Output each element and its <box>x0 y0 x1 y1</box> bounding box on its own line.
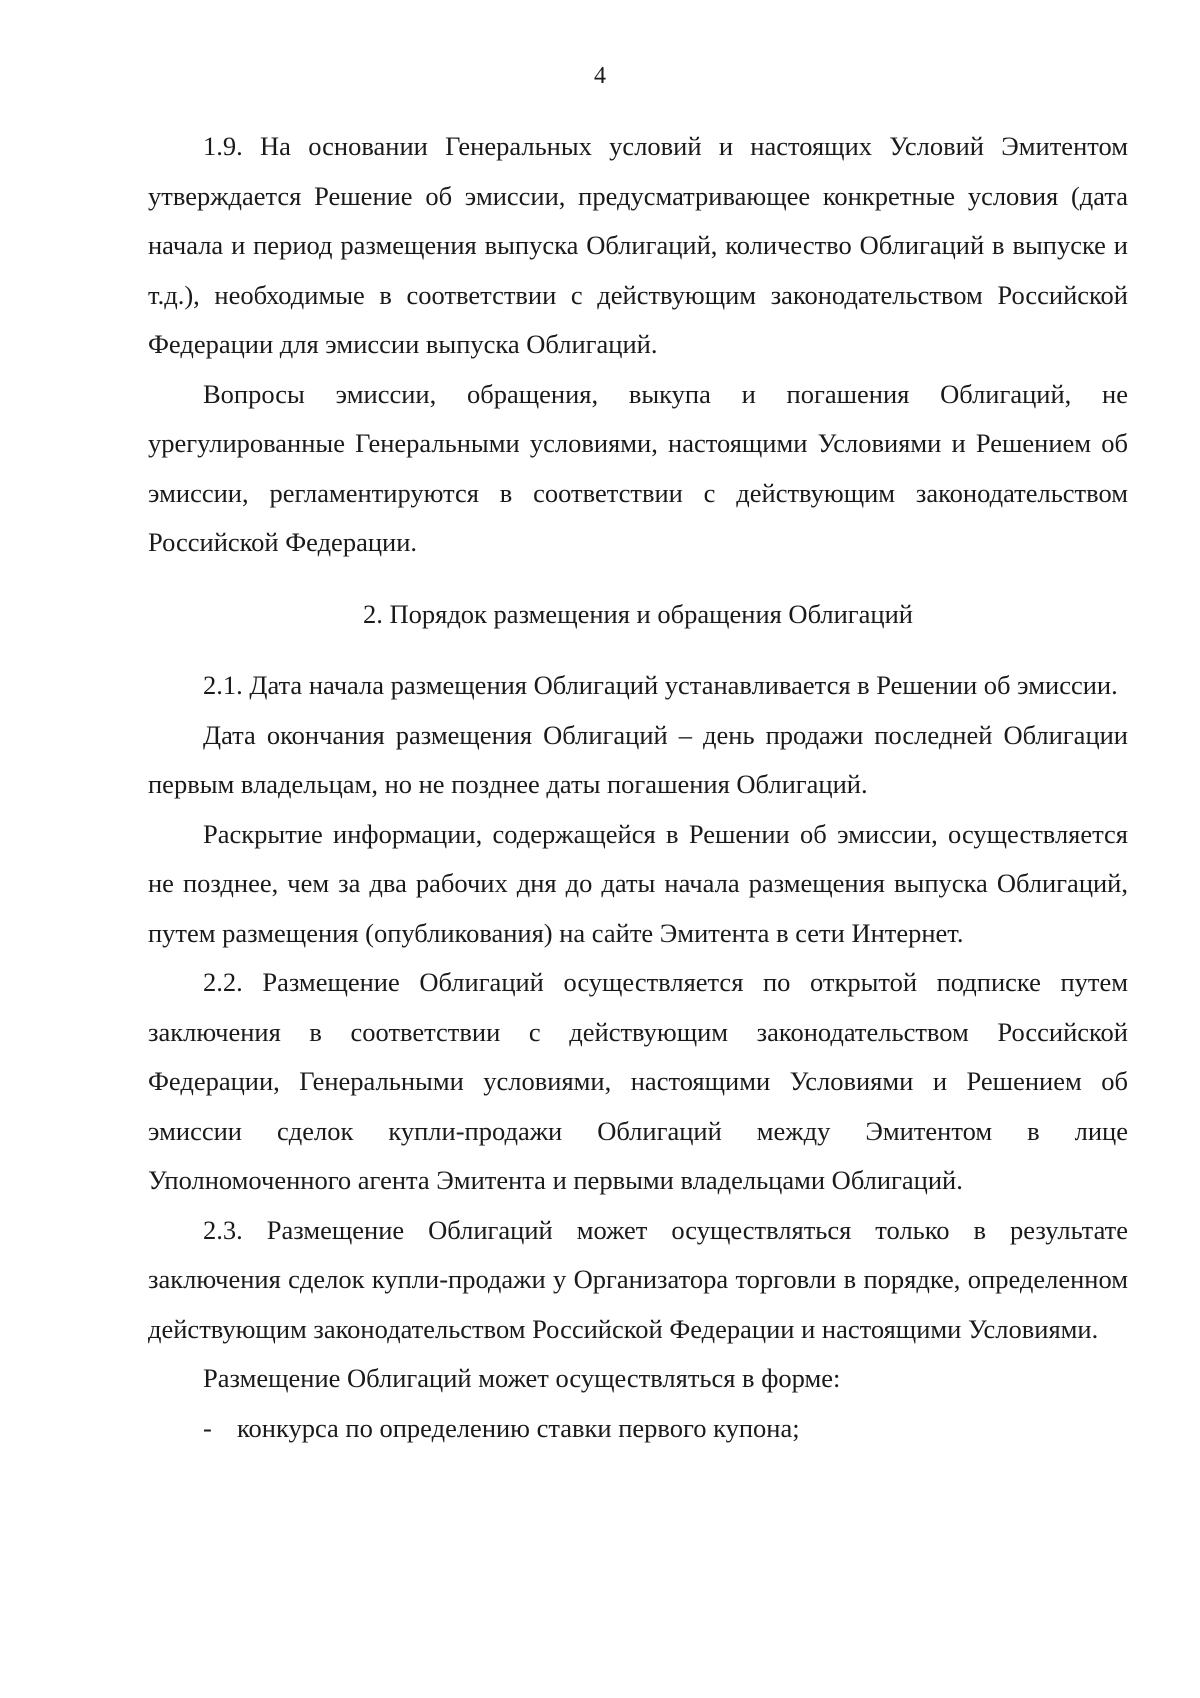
list-item <box>148 1404 1128 1454</box>
paragraph-questions: Вопросы эмиссии, обращения, выкупа и погашения Облигаций, не урегулированные Генеральными условиями, настоящими Условиями и Решением об эмиссии, регламентируются в соответствии с действующим законодательством Российской Федерации. <box>148 378 1128 557</box>
paragraph-disclosure: Раскрытие информации, содержащейся в Решении об эмиссии, осуществляется не позднее, чем за два рабочих дня до даты начала размещения выпуска Облигаций, путем размещения (опубликования) на сайте Эмитента в сети Интернет. <box>148 818 1128 948</box>
section-heading: 2. Порядок размещения и обращения Облигаций <box>363 598 913 629</box>
paragraph-2-3: 2.3. Размещение Облигаций может осуществляться только в результате заключения сделок купли-продажи у Организатора торговли в порядке, определенном действующим законодательством Российской Федерации и настоящими Условиями. <box>148 1214 1128 1344</box>
document-body <box>148 122 1128 1453</box>
paragraph-1-9: 1.9. На основании Генеральных условий и настоящих Условий Эмитентом утверждается Решение об эмиссии, предусматривающее конкретные условия (дата начала и период размещения выпуска Облигаций, количество Облигаций в выпуске и т.д.), необходимые в соответствии с действующим законодательством Российской Федерации для эмиссии выпуска Облигаций. <box>148 131 1128 359</box>
paragraph-end-date: Дата окончания размещения Облигаций – день продажи последней Облигации первым владельцам, но не позднее даты погашения Облигаций. <box>148 719 1128 799</box>
paragraph-2-1: 2.1. Дата начала размещения Облигаций устанавливается в Решении об эмиссии. <box>203 670 1118 700</box>
list-marker: - <box>203 1412 212 1443</box>
paragraph-2-2: 2.2. Размещение Облигаций осуществляется по открытой подписке путем заключения в соответствии с действующим законодательством Российской Федерации, Генеральными условиями, настоящими Условиями и Решением об эмиссии сделок купли-продажи Облигаций между Эмитентом в лице Уполномоченного агента Эмитента и первыми владельцами Облигаций. <box>148 967 1128 1195</box>
list-item-text: конкурса по определению ставки первого купона; <box>237 1412 800 1443</box>
page-number: 4 <box>594 63 606 89</box>
paragraph-placement-form: Размещение Облигаций может осуществляться в форме: <box>203 1363 841 1393</box>
